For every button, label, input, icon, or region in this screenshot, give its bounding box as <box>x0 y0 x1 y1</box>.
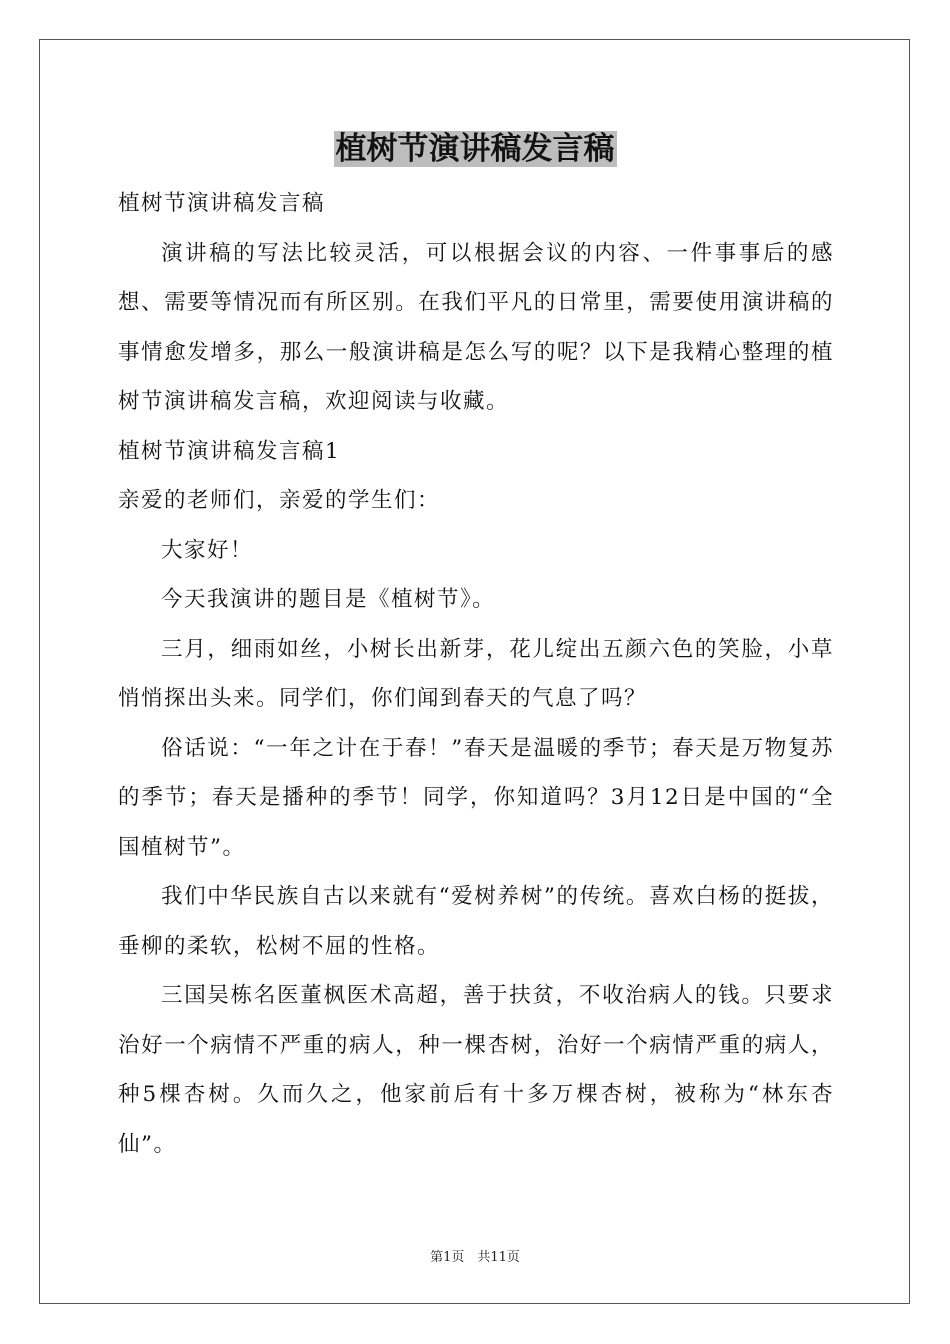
paragraph: 我们中华民族自古以来就有“爱树养树”的传统。喜欢白杨的挺拔，垂柳的柔软，松树不屈的性格。 <box>118 884 834 959</box>
paragraph: 三国吴栋名医董枫医术高超，善于扶贫，不收治病人的钱。只要求治好一个病情不严重的病人，种一棵杏树，治好一个病情严重的病人，种5棵杏树。久而久之，他家前后有十多万棵杏树，被称为“林东杏仙”。 <box>118 983 834 1157</box>
paragraph: 演讲稿的写法比较灵活，可以根据会议的内容、一件事事后的感想、需要等情况而有所区别。在我们平凡的日常里，需要使用演讲稿的事情愈发增多，那么一般演讲稿是怎么写的呢？以下是我精心整理的植树节演讲稿发言稿，欢迎阅读与收藏。 <box>118 240 834 414</box>
document-title-text: 植树节演讲稿发言稿 <box>335 131 615 167</box>
section-heading: 植树节演讲稿发言稿1 <box>118 438 341 464</box>
page-number: 第1页 共11页 <box>430 1250 520 1265</box>
salutation: 亲爱的老师们，亲爱的学生们： <box>118 488 441 513</box>
document-body <box>118 179 834 1169</box>
paragraph: 植树节演讲稿发言稿 <box>118 191 326 216</box>
paragraph: 今天我演讲的题目是《植树节》。 <box>161 587 496 612</box>
document-title <box>0 126 950 172</box>
paragraph: 大家好！ <box>161 537 254 563</box>
paragraph: 俗话说：“一年之计在于春！”春天是温暖的季节；春天是万物复苏的季节；春天是播种的季节！同学，你知道吗？3月12日是中国的“全国植树节”。 <box>118 735 834 860</box>
paragraph: 三月，细雨如丝，小树长出新芽，花儿绽出五颜六色的笑脸，小草悄悄探出头来。同学们，你们闻到春天的气息了吗？ <box>118 636 834 711</box>
page-footer <box>0 1246 950 1265</box>
